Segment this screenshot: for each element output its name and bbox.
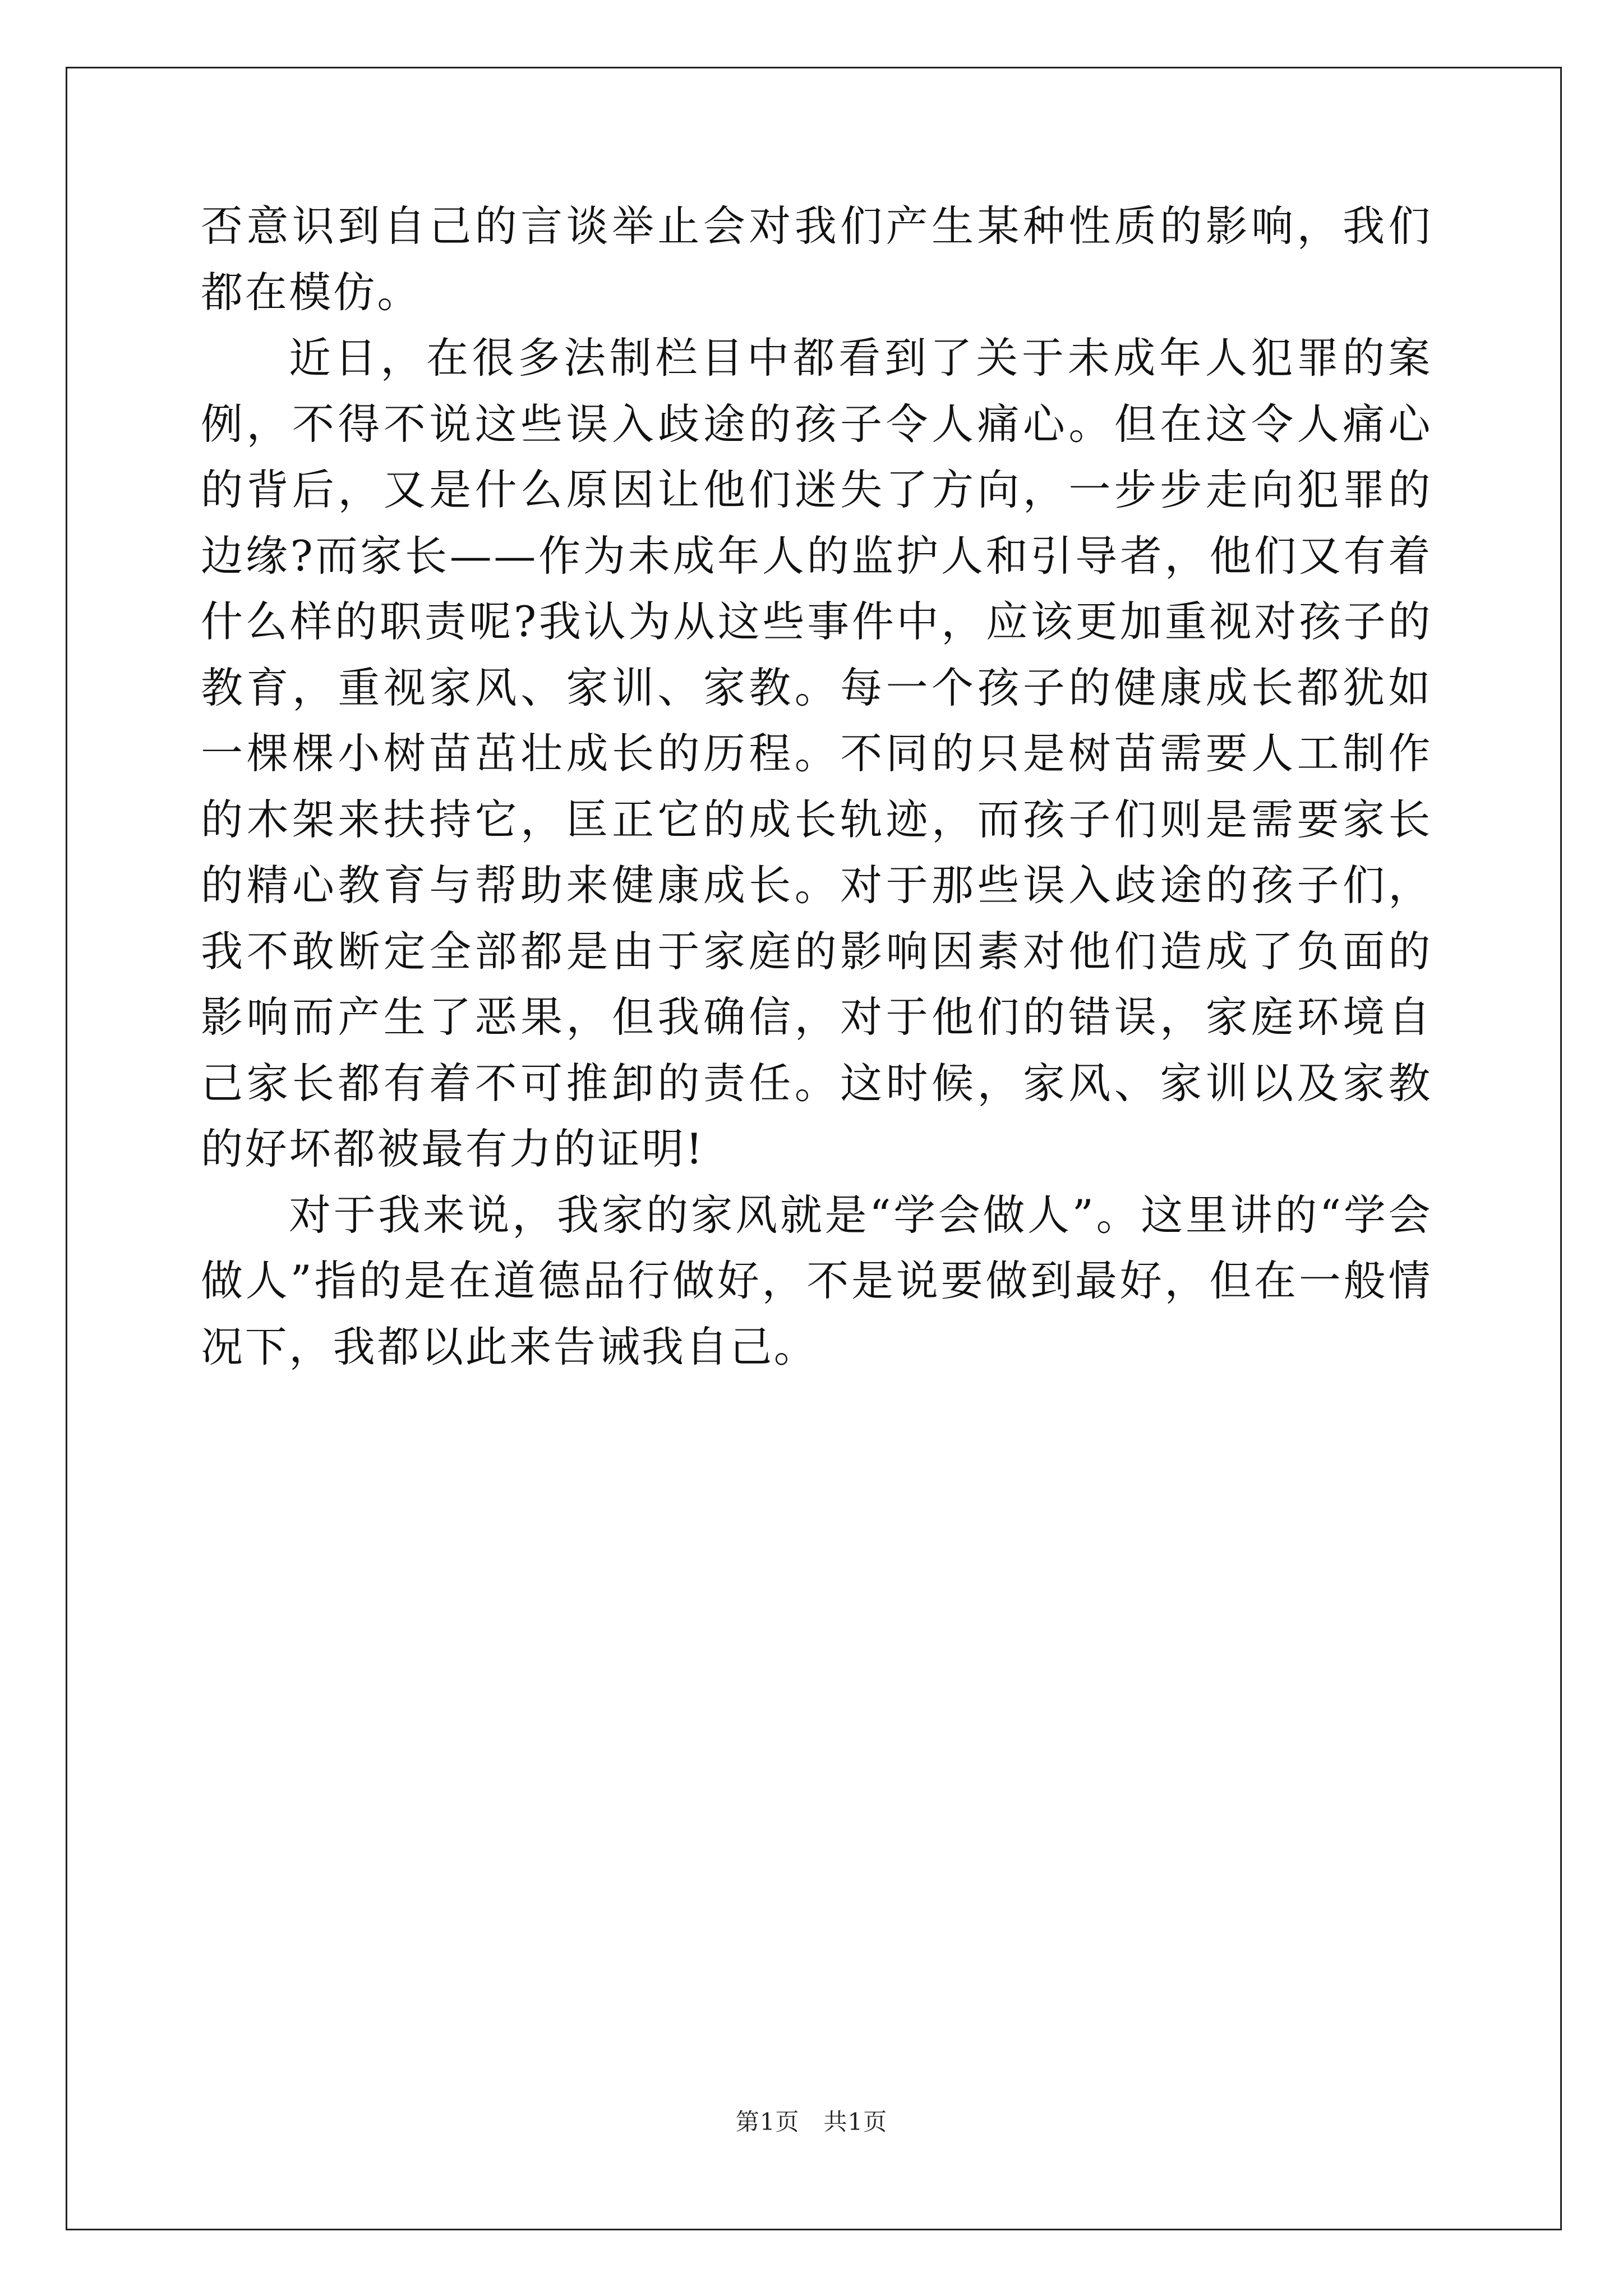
page-number-footer: 第1页 共1页: [735, 2108, 888, 2136]
document-body: [201, 194, 1432, 1380]
paragraph-2: 近日，在很多法制栏目中都看到了关于未成年人犯罪的案例，不得不说这些误入歧途的孩子令人痛心。但在这令人痛心的背后，又是什么原因让他们迷失了方向，一步步走向犯罪的边缘?而家长——作为未成年人的监护人和引导者，他们又有着什么样的职责呢?我认为从这些事件中，应该更加重视对孩子的教育，重视家风、家训、家教。每一个孩子的健康成长都犹如一棵棵小树苗茁壮成长的历程。不同的只是树苗需要人工制作的木架来扶持它，匡正它的成长轨迹，而孩子们则是需要家长的精心教育与帮助来健康成长。对于那些误入歧途的孩子们，我不敢断定全部都是由于家庭的影响因素对他们造成了负面的影响而产生了恶果，但我确信，对于他们的错误，家庭环境自己家长都有着不可推卸的责任。这时候，家风、家训以及家教的好坏都被最有力的证明!: [201, 333, 1432, 1174]
paragraph-1: 否意识到自己的言谈举止会对我们产生某种性质的影响，我们都在模仿。: [201, 201, 1432, 317]
paragraph-3: 对于我来说，我家的家风就是“学会做人”。这里讲的“学会做人”指的是在道德品行做好，不是说要做到最好，但在一般情况下，我都以此来告诫我自己。: [201, 1190, 1432, 1372]
